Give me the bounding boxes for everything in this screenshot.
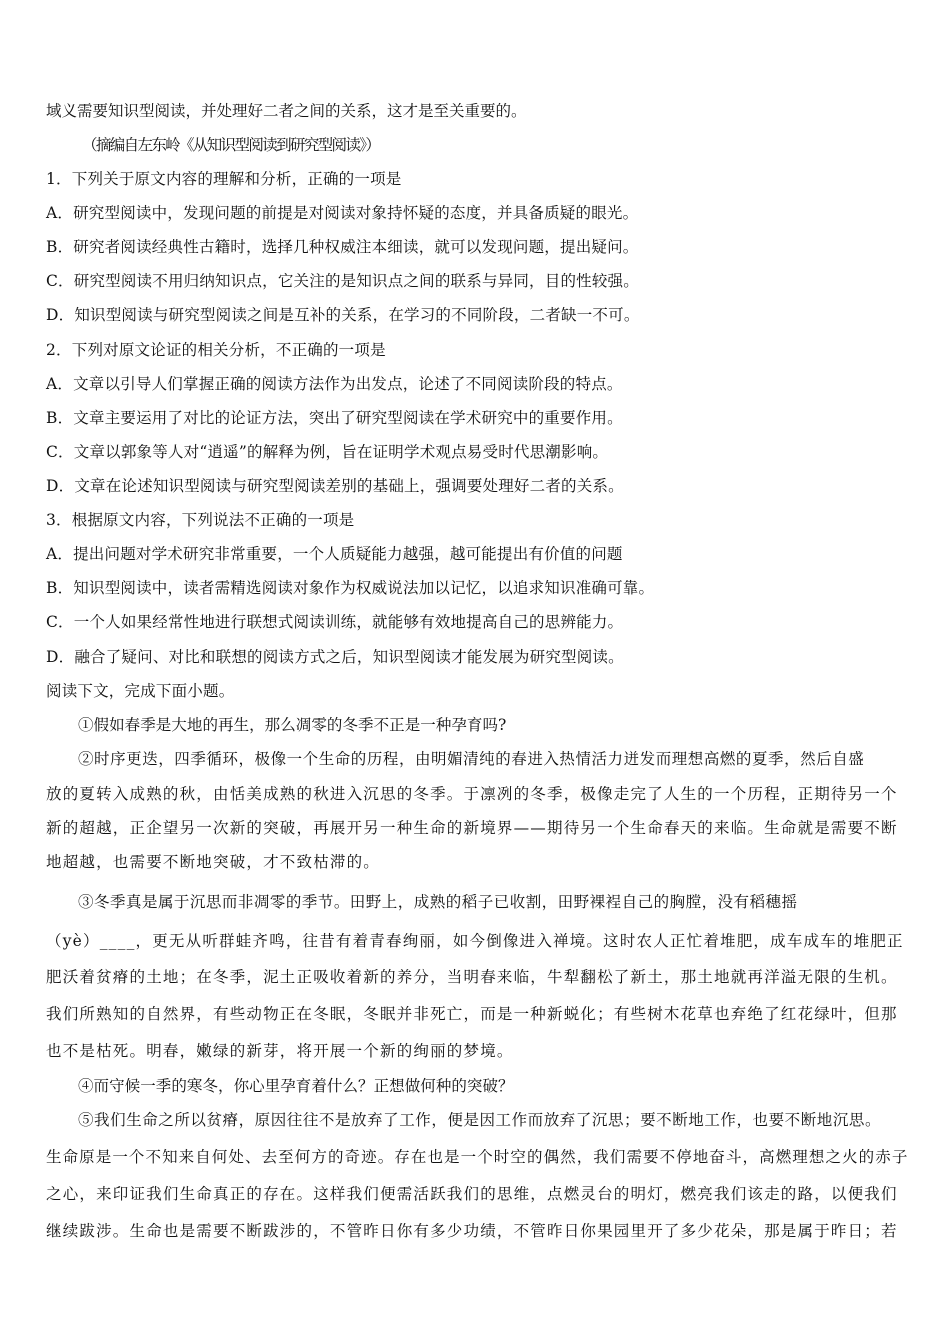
question-3-stem: 3．根据原文内容，下列说法不正确的一项是 — [46, 511, 355, 529]
question-2-option-c: C．文章以郭象等人对“逍遥”的解释为例，旨在证明学术观点易受时代思潮影响。 — [46, 443, 609, 461]
question-3-option-b: B．知识型阅读中，读者需精选阅读对象作为权威说法加以记忆，以追求知识准确可靠。 — [46, 579, 655, 597]
essay-paragraph-5-line: 继续跋涉。生命也是需要不断跋涉的，不管昨日你有多少功绩，不管昨日你果园里开了多少花朵，那是属于昨日；若 — [46, 1222, 898, 1240]
question-1-option-b: B．研究者阅读经典性古籍时，选择几种权威注本细读，就可以发现问题，提出疑问。 — [46, 238, 639, 256]
essay-paragraph-3-line: 我们所熟知的自然界，有些动物正在冬眠，冬眠并非死亡，而是一种新蜕化；有些树木花草也弃绝了红花绿叶，但那 — [46, 1005, 898, 1023]
question-3-option-d: D．融合了疑问、对比和联想的阅读方式之后，知识型阅读才能发展为研究型阅读。 — [46, 648, 624, 666]
passage-source: （摘编自左东岭《从知识型阅读到研究型阅读》） — [82, 136, 380, 154]
essay-paragraph-3-line: 也不是枯死。明春，嫩绿的新芽，将开展一个新的绚丽的梦境。 — [46, 1042, 514, 1060]
essay-paragraph-3-line: ③冬季真是属于沉思而非凋零的季节。田野上，成熟的稻子已收割，田野裸裎自己的胸膛，没有稻穗摇 — [78, 893, 798, 911]
essay-paragraph-3-line: （yè）____，更无从听群蛙齐鸣，往昔有着青春绚丽，如今倒像进入禅境。这时农人正忙着堆肥，成车成车的堆肥正 — [46, 932, 904, 950]
question-1-option-d: D．知识型阅读与研究型阅读之间是互补的关系，在学习的不同阶段，二者缺一不可。 — [46, 306, 640, 324]
question-2-option-d: D．文章在论述知识型阅读与研究型阅读差别的基础上，强调要处理好二者的关系。 — [46, 477, 624, 495]
question-2-option-a: A．文章以引导人们掌握正确的阅读方法作为出发点，论述了不同阅读阶段的特点。 — [46, 375, 623, 393]
essay-paragraph-5-line: 之心，来印证我们生命真正的存在。这样我们便需活跃我们的思维，点燃灵台的明灯，燃亮我们该走的路，以便我们 — [46, 1185, 898, 1203]
question-1-stem: 1．下列关于原文内容的理解和分析，正确的一项是 — [46, 170, 402, 188]
essay-paragraph-2-line: 新的超越，正企望另一次新的突破，再展开另一种生命的新境界——期待另一个生命春天的来临。生命就是需要不断 — [46, 819, 898, 837]
essay-paragraph-2-line: 地超越，也需要不断地突破，才不致枯滞的。 — [46, 853, 381, 871]
essay-paragraph-2-line: 放的夏转入成熟的秋，由恬美成熟的秋进入沉思的冬季。于凛冽的冬季，极像走完了人生的一个历程，正期待另一个 — [46, 785, 898, 803]
question-2-option-b: B．文章主要运用了对比的论证方法，突出了研究型阅读在学术研究中的重要作用。 — [46, 409, 623, 427]
reading-instruction: 阅读下文，完成下面小题。 — [46, 682, 235, 700]
question-2-stem: 2．下列对原文论证的相关分析，不正确的一项是 — [46, 341, 386, 359]
essay-paragraph-5-line: ⑤我们生命之所以贫瘠，原因往往不是放弃了工作，便是因工作而放弃了沉思；要不断地工作，也要不断地沉思。 — [78, 1111, 882, 1129]
question-3-option-a: A．提出问题对学术研究非常重要，一个人质疑能力越强，越可能提出有价值的问题 — [46, 545, 623, 563]
essay-paragraph-3-line: 肥沃着贫瘠的土地；在冬季，泥土正吸收着新的养分，当明春来临，牛犁翻松了新土，那土地就再洋溢无限的生机。 — [46, 968, 898, 986]
essay-paragraph-4: ④而守候一季的寒冬，你心里孕育着什么？正想做何种的突破？ — [78, 1077, 514, 1095]
question-1-option-a: A．研究型阅读中，发现问题的前提是对阅读对象持怀疑的态度，并具备质疑的眼光。 — [46, 204, 639, 222]
passage-tail: 域义需要知识型阅读，并处理好二者之间的关系，这才是至关重要的。 — [46, 102, 527, 120]
question-3-option-c: C．一个人如果经常性地进行联想式阅读训练，就能够有效地提高自己的思辨能力。 — [46, 613, 624, 631]
essay-paragraph-5-line: 生命原是一个不知来自何处、去至何方的奇迹。存在也是一个时空的偶然，我们需要不停地奋斗，高燃理想之火的赤子 — [46, 1148, 909, 1166]
essay-paragraph-2-line: ②时序更迭，四季循环，极像一个生命的历程，由明媚清纯的春进入热情活力迸发而理想高燃的夏季，然后自盛 — [78, 750, 865, 768]
essay-paragraph-1: ①假如春季是大地的再生，那么凋零的冬季不正是一种孕育吗? — [78, 716, 507, 734]
question-1-option-c: C．研究型阅读不用归纳知识点，它关注的是知识点之间的联系与异同，目的性较强。 — [46, 272, 639, 290]
